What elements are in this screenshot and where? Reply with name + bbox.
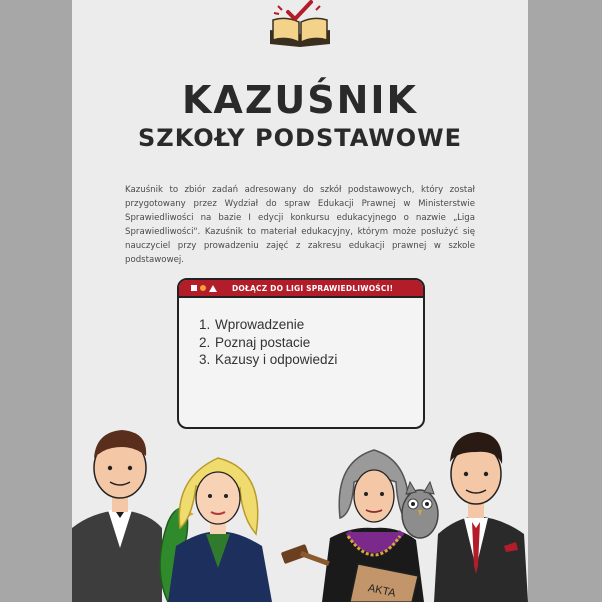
window-title-bar: [179, 280, 423, 298]
intro-paragraph: Kazuśnik to zbiór zadań adresowany do szkół podstawowych, który został przygotowany przez Wydział do spraw Edukacji Prawnej w Ministerstwie Sprawiedliwości na bazie I edycji konkursu edukacyjnego o nazwie „Liga Sprawiedliwości". Kazuśnik to materiał edukacyjny, którym może posłużyć się nauczyciel przy prowadzeniu zajęć z zakresu edukacji prawnej w szkole podstawowej.: [125, 185, 475, 265]
book-icon: [264, 0, 336, 48]
checkmark-icon: [288, 2, 311, 19]
toc-item-cases[interactable]: 3. Kazusy i odpowiedzi: [199, 352, 338, 367]
toc-item-label: Wprowadzenie: [215, 317, 305, 332]
triangle-icon: [209, 285, 217, 292]
svg-text:AKTA: AKTA: [366, 582, 397, 600]
character-man-right: [434, 432, 528, 602]
square-icon: [191, 285, 197, 291]
toc-item-label: Kazusy i odpowiedzi: [215, 352, 338, 367]
toc-item-label: Poznaj postacie: [215, 334, 311, 350]
table-of-contents: [179, 298, 423, 369]
document-page: [72, 0, 528, 602]
character-judge: [281, 450, 424, 602]
gavel-icon: [281, 544, 330, 566]
page-title: KAZUŚNIK: [181, 78, 419, 122]
page-subtitle: SZKOŁY PODSTAWOWE: [138, 124, 462, 152]
toc-item-introduction[interactable]: 1. Wprowadzenie: [199, 317, 305, 332]
character-man-left: [72, 430, 162, 602]
circle-icon: [200, 285, 206, 291]
toc-item-characters[interactable]: 2. Poznaj postacie: [199, 334, 311, 350]
contents-window: [177, 278, 425, 429]
window-title: DOŁĄCZ DO LIGI SPRAWIEDLIWOŚCI!: [232, 283, 394, 293]
characters-illustration: [72, 418, 528, 602]
owl-figure: [402, 482, 438, 538]
